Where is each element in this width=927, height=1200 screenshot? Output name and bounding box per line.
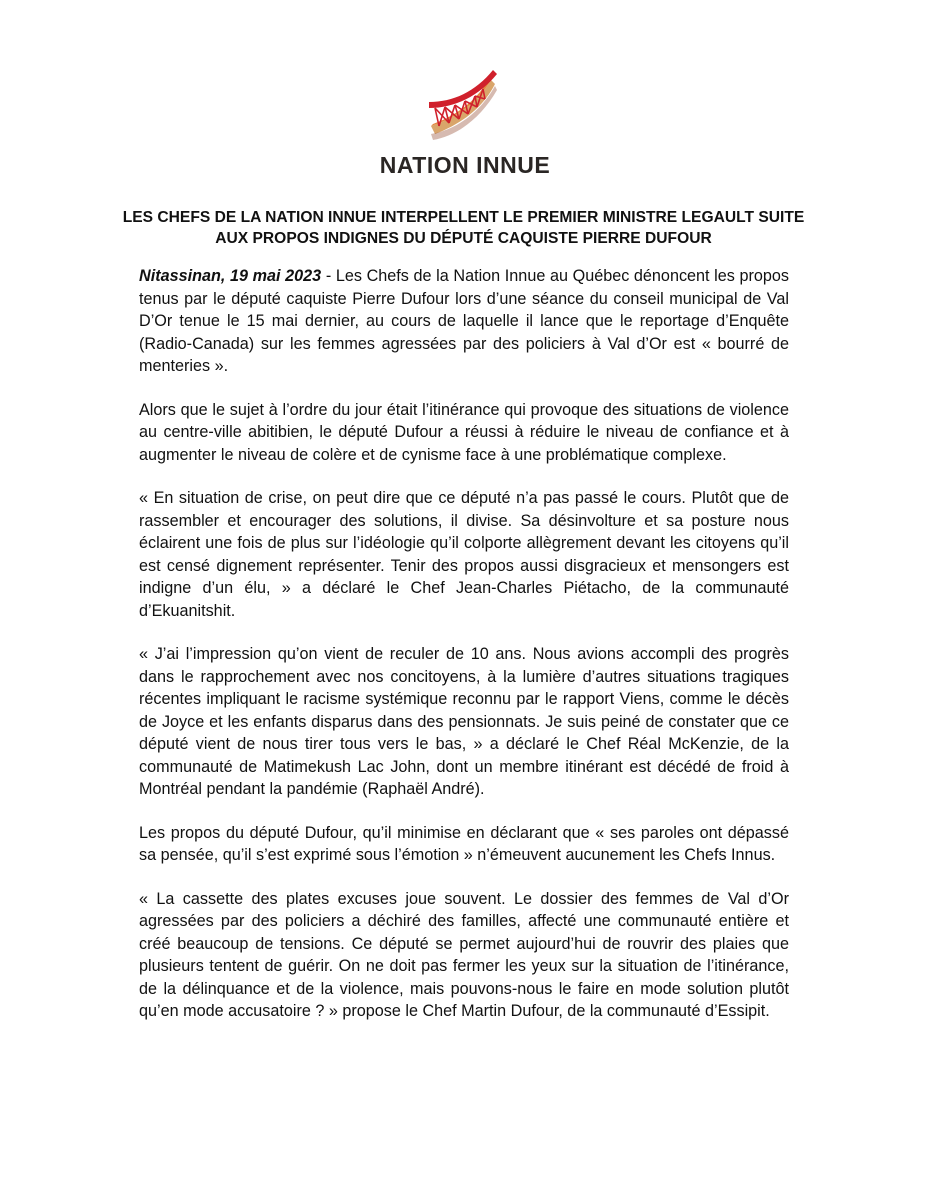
paragraph-1 [139,265,789,378]
headline-line-2: AUX PROPOS INDIGNES DU DÉPUTÉ CAQUISTE PIERRE DUFOUR [215,230,712,247]
paragraph-1-text: - Les Chefs de la Nation Innue au Québec dénoncent les propos tenus par le député caquiste Pierre Dufour lors d’une séance du conseil municipal de Val D’Or tenue le 15 mai dernier, au cours de laquelle il lance que le reportage d’Enquête (Radio-Canada) sur les femmes agressées par des policiers à Val d’Or est « bourré de menteries ». [139,267,789,375]
paragraph-5: Les propos du député Dufour, qu’il minimise en déclarant que « ses paroles ont dépassé sa pensée, qu’il s’est exprimé sous l’émotion » n’émeuvent aucunement les Chefs Innus. [139,823,789,864]
press-release-body [139,265,789,1044]
paragraph-2: Alors que le sujet à l’ordre du jour était l’itinérance qui provoque des situations de violence au centre-ville abitibien, le député Dufour a réussi à réduire le niveau de confiance et à augmenter le niveau de colère et de cynisme face à une problématique complexe. [139,400,789,464]
logo-wordmark: NATION INNUE [379,152,551,178]
dateline: Nitassinan, 19 mai 2023 [139,267,322,285]
press-release-headline [120,207,807,249]
paragraph-3-quote-pietacho: « En situation de crise, on peut dire que ce député n’a pas passé le cours. Plutôt que de rassembler et encourager des solutions, il divise. Sa désinvolture et sa posture nous éclairent une fois de plus sur l’idéologie qu’il colporte allègrement devant les citoyens qu’il est censé dignement représenter. Tenir des propos aussi disgracieux et mensongers est indigne d’un élu, » a déclaré le Chef Jean-Charles Piétacho, de la communauté d’Ekuanitshit. [139,489,789,620]
logo-mark-icon [425,68,505,148]
paragraph-4-quote-mckenzie: « J’ai l’impression qu’on vient de reculer de 10 ans. Nous avions accompli des progrès dans le rapprochement avec nos concitoyens, à la lumière d’autres situations tragiques récentes impliquant le racisme systémique reconnu par le rapport Viens, comme le décès de Joyce et les enfants disparus dans des pensionnats. Je suis peiné de constater que ce député vient de nous tirer tous vers le bas, » a déclaré le Chef Réal McKenzie, de la communauté de Matimekush Lac John, dont un membre itinérant est décédé de froid à Montréal pendant la pandémie (Raphaël André). [139,645,789,798]
nation-innue-logo [370,68,560,180]
headline-line-1: LES CHEFS DE LA NATION INNUE INTERPELLENT LE PREMIER MINISTRE LEGAULT SUITE [122,209,805,226]
paragraph-6-quote-dufour: « La cassette des plates excuses joue souvent. Le dossier des femmes de Val d’Or agressées par des policiers a déchiré des familles, affecté une communauté entière et créé beaucoup de tensions. Ce député se permet aujourd’hui de rouvrir des plaies que plusieurs tentent de guérir. On ne doit pas fermer les yeux sur la situation de l’itinérance, de la délinquance et de la violence, mais pouvons-nous le faire en mode solution plutôt qu’en mode accusatoire ? » propose le Chef Martin Dufour, de la communauté d’Essipit. [139,889,789,1020]
